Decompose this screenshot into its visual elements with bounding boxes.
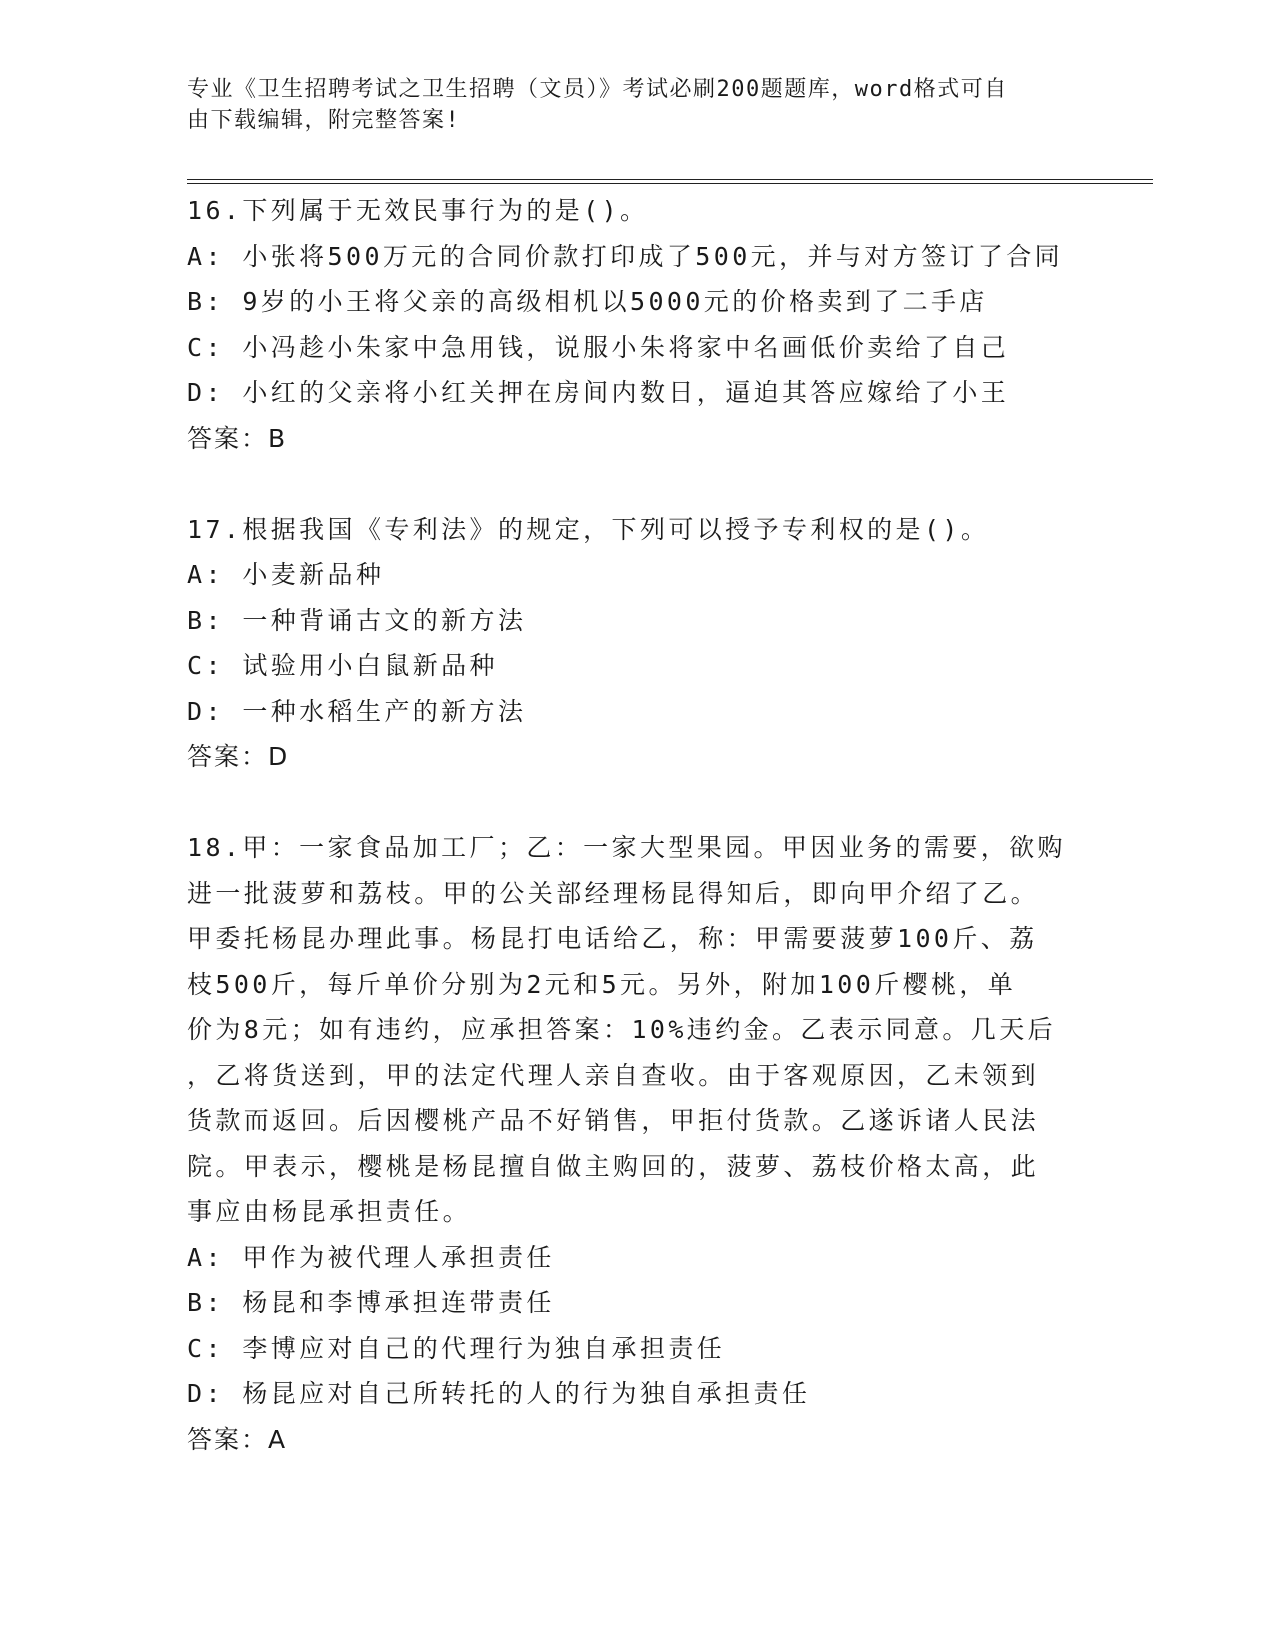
question-list xyxy=(187,188,1087,1462)
spacer xyxy=(187,780,1087,826)
option-d: D: 一种水稻生产的新方法 xyxy=(187,696,527,726)
option-d: D: 杨昆应对自己所转托的人的行为独自承担责任 xyxy=(187,1379,811,1408)
question-16 xyxy=(187,188,1087,461)
question-stem-line: 进一批菠萝和荔枝。甲的公关部经理杨昆得知后，即向甲介绍了乙。 xyxy=(187,878,1040,908)
question-stem-line: 价为8元；如有违约，应承担答案：10%违约金。乙表示同意。几天后 xyxy=(187,1015,1057,1044)
header-rule-bottom xyxy=(187,183,1153,184)
option-c: C: 李博应对自己的代理行为独自承担责任 xyxy=(187,1333,726,1363)
answer-line: 答案：B xyxy=(187,423,288,453)
answer-line: 答案：D xyxy=(187,742,290,771)
question-stem-line: 事应由杨昆承担责任。 xyxy=(187,1197,472,1226)
header-line-2: 由下载编辑，附完整答案! xyxy=(187,108,461,133)
option-a: A: 小张将500万元的合同价款打印成了500元，并与对方签订了合同 xyxy=(187,241,1064,271)
header-line-1: 专业《卫生招聘考试之卫生招聘（文员）》考试必刷200题题库，word格式可自 xyxy=(187,77,1008,102)
spacer xyxy=(187,461,1087,507)
option-a: A: 小麦新品种 xyxy=(187,560,385,589)
question-17 xyxy=(187,507,1087,780)
question-stem: 17.根据我国《专利法》的规定，下列可以授予专利权的是()。 xyxy=(187,514,990,544)
question-stem-line: 18.甲：一家食品加工厂；乙：一家大型果园。甲因业务的需要，欲购 xyxy=(187,833,1066,862)
option-b: B: 9岁的小王将父亲的高级相机以5000元的价格卖到了二手店 xyxy=(187,287,988,316)
question-18 xyxy=(187,825,1087,1462)
option-b: B: 一种背诵古文的新方法 xyxy=(187,605,527,635)
option-b: B: 杨昆和李博承担连带责任 xyxy=(187,1288,555,1317)
option-a: A: 甲作为被代理人承担责任 xyxy=(187,1242,555,1272)
header-rule-top xyxy=(187,179,1153,180)
answer-line: 答案：A xyxy=(187,1424,288,1454)
question-stem-line: 枝500斤，每斤单价分别为2元和5元。另外，附加100斤樱桃，单 xyxy=(187,969,1017,999)
question-stem-line: ，乙将货送到，甲的法定代理人亲自查收。由于客观原因，乙未领到 xyxy=(187,1060,1040,1090)
question-stem-line: 货款而返回。后因樱桃产品不好销售，甲拒付货款。乙遂诉诸人民法 xyxy=(187,1106,1040,1135)
question-stem-line: 甲委托杨昆办理此事。杨昆打电话给乙，称：甲需要菠萝100斤、荔 xyxy=(187,924,1038,953)
option-d: D: 小红的父亲将小红关押在房间内数日，逼迫其答应嫁给了小王 xyxy=(187,378,1010,407)
option-c: C: 小冯趁小朱家中急用钱，说服小朱将家中名画低价卖给了自己 xyxy=(187,332,1010,362)
option-c: C: 试验用小白鼠新品种 xyxy=(187,651,498,680)
question-stem-line: 院。甲表示，樱桃是杨昆擅自做主购回的，菠萝、荔枝价格太高，此 xyxy=(187,1151,1040,1181)
question-stem: 16.下列属于无效民事行为的是()。 xyxy=(187,196,649,225)
document-header xyxy=(187,74,1077,136)
